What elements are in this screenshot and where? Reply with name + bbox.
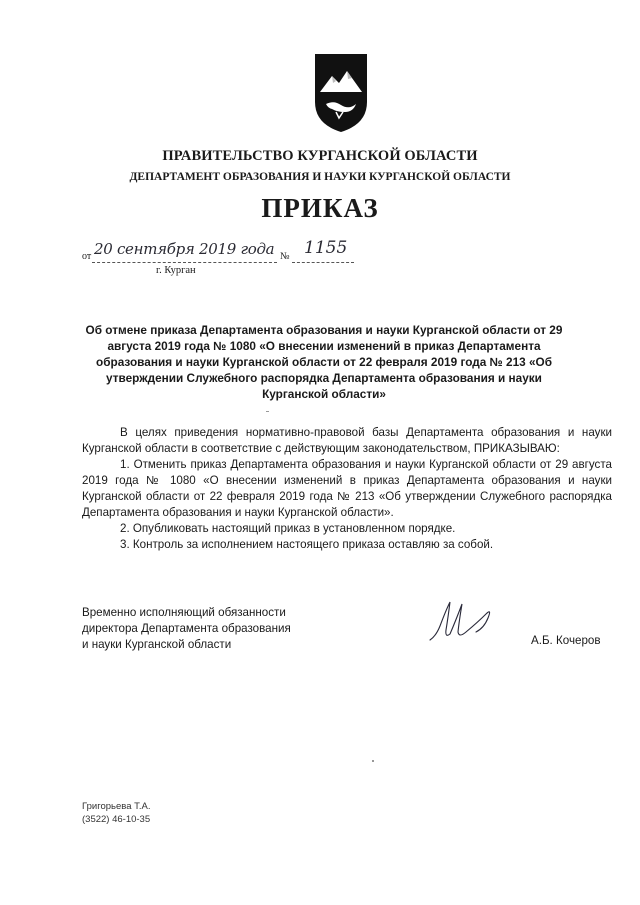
date-number-line <box>82 240 372 264</box>
organization-name: ПРАВИТЕЛЬСТВО КУРГАНСКОЙ ОБЛАСТИ <box>162 148 478 164</box>
signer-position-line: Временно исполняющий обязанности <box>82 606 286 619</box>
coat-of-arms-icon <box>312 52 370 134</box>
order-word: ПРИКАЗЫВАЮ: <box>473 442 560 455</box>
document-type-title: ПРИКАЗ <box>261 193 379 223</box>
signer-position <box>82 605 342 653</box>
scan-speck <box>266 411 269 412</box>
order-body <box>82 425 612 553</box>
order-item-2: 2. Опубликовать настоящий приказ в установленном порядке. <box>120 522 456 535</box>
city-label: г. Курган <box>156 265 196 276</box>
signer-position-line: и науки Курганской области <box>82 638 232 651</box>
order-item-3: 3. Контроль за исполнением настоящего приказа оставляю за собой. <box>120 538 494 551</box>
order-subject: Об отмене приказа Департамента образования и науки Курганской области от 29 августа 2019 года № 1080 «О внесении изменений в приказ Департамента образования и науки Курганской области от 22 февраля 2019 года № 213 «Об утверждении Служебного распорядка Департамента образования и науки Курганской области» <box>85 323 563 401</box>
executor-phone: (3522) 46-10-35 <box>82 814 151 825</box>
executor-name: Григорьева Т.А. <box>82 801 151 812</box>
executor-info <box>82 800 151 826</box>
signer-name: А.Б. Кочеров <box>531 634 601 647</box>
date-underline <box>92 262 277 263</box>
number-underline <box>292 262 354 263</box>
date-from-label: от <box>82 251 92 262</box>
signer-position-line: директора Департамента образования <box>82 622 291 635</box>
preamble-paragraph: В целях приведения нормативно-правовой базы Департамента образования и науки Курганской области в соответствие с действующим законодательством, ПРИКАЗЫВАЮ: <box>82 426 612 455</box>
number-label: № <box>280 251 290 262</box>
order-item-1: 1. Отменить приказ Департамента образования и науки Курганской области от 29 августа 2019 года № 1080 «О внесении изменений в приказ Департамента образования и науки Курганской области от 22 февраля 2019 года № 213 «Об утверждении Служебного распорядка Департамента образования и науки Курганской области». <box>82 458 612 519</box>
handwritten-signature <box>426 596 506 646</box>
scan-speck <box>372 760 374 762</box>
handwritten-date: 20 сентября 2019 года <box>94 240 275 258</box>
department-name: ДЕПАРТАМЕНТ ОБРАЗОВАНИЯ И НАУКИ КУРГАНСКОЙ ОБЛАСТИ <box>129 171 511 183</box>
handwritten-number: 1155 <box>304 238 348 258</box>
